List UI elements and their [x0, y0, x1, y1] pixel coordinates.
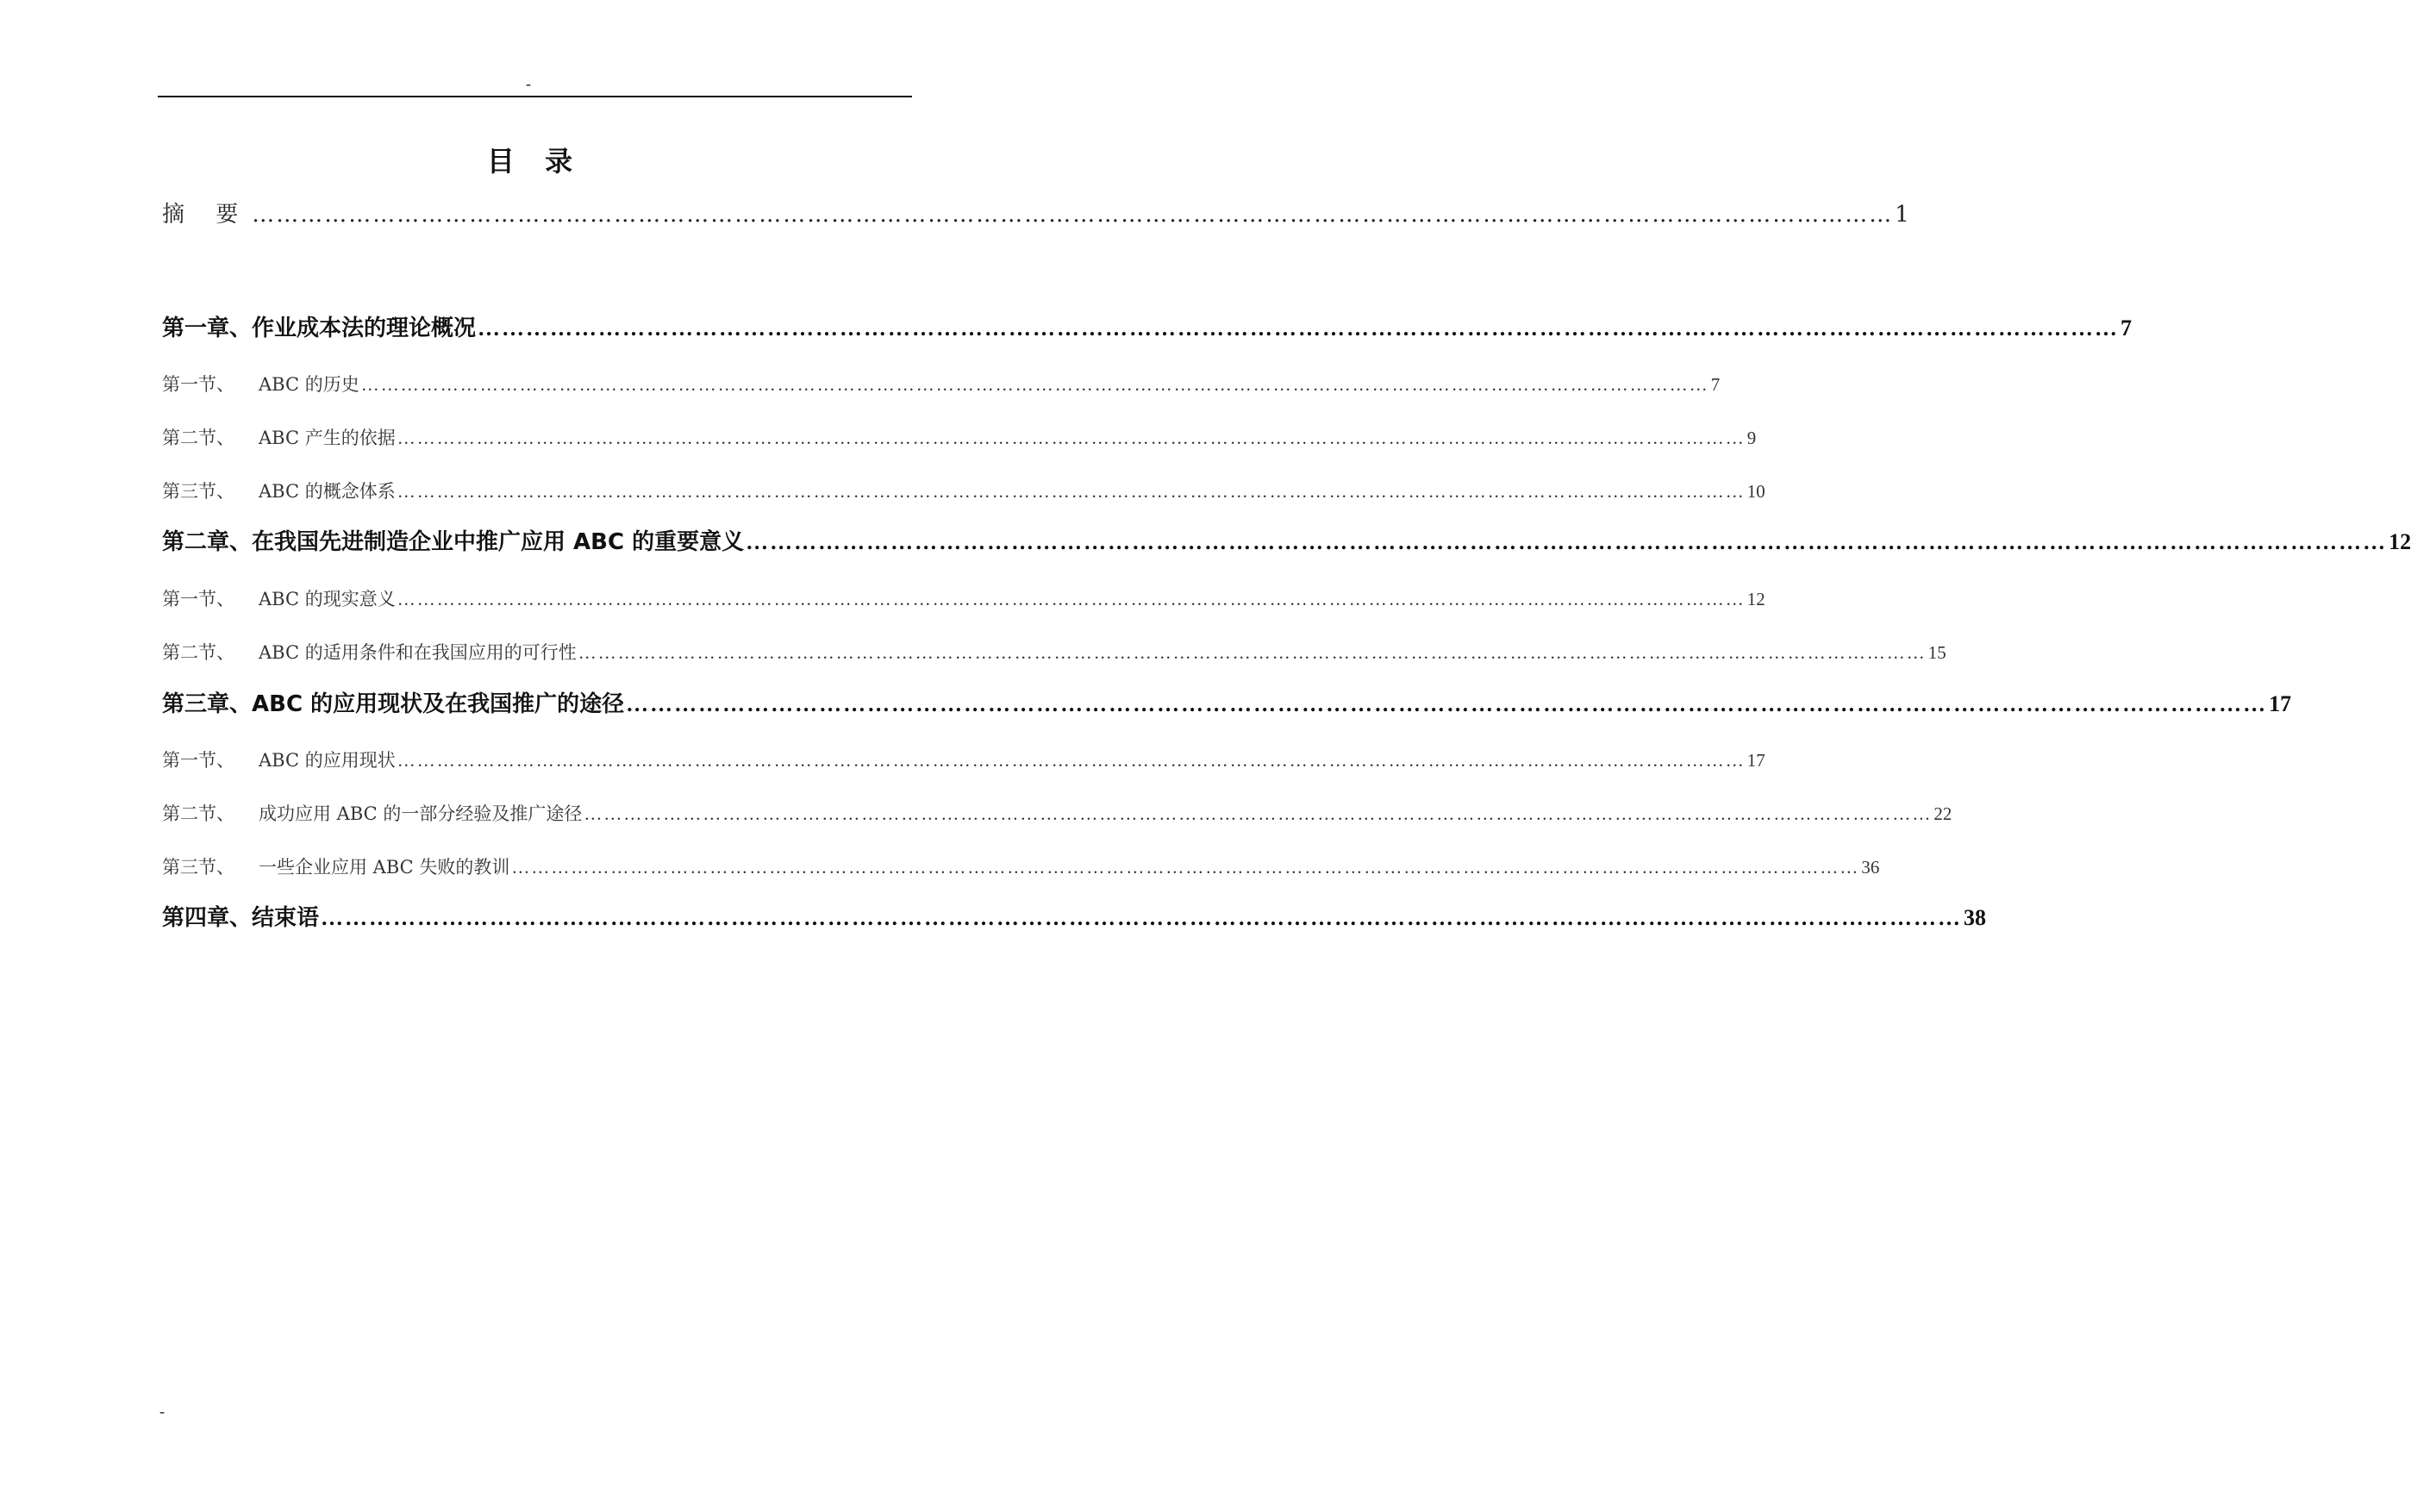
- toc-leader-dots: ……………………………………………………………………………………………………………………………………………………………………………………: [397, 589, 1746, 609]
- toc-entry-chapter-1[interactable]: [162, 310, 2133, 342]
- toc-entry-page: 38: [1964, 905, 1987, 930]
- footer-mark: -: [159, 1403, 165, 1420]
- toc-entry-page: 17: [1746, 750, 1765, 771]
- toc-entry-page: 17: [2269, 691, 2292, 716]
- toc-entry-section-2-2[interactable]: [162, 639, 1946, 665]
- toc-entry-chapter-2[interactable]: [162, 524, 2411, 556]
- toc-section-number: 第一节、: [162, 750, 234, 771]
- toc-section-title: ABC 的概念体系: [259, 481, 396, 502]
- toc-entry-label: [162, 585, 396, 611]
- toc-entry-label: 第一章、作业成本法的理论概况: [162, 316, 477, 341]
- toc-leader-dots: ……………………………………………………………………………………………………………………………………………………………………………………: [478, 316, 2120, 341]
- toc-entry-section-3-3[interactable]: [162, 853, 1880, 879]
- toc-leader-dots: ……………………………………………………………………………………………………………………………………………………………………………………: [626, 691, 2268, 716]
- toc-entry-page: 7: [1710, 374, 1721, 395]
- toc-entry-page: 22: [1933, 803, 1952, 824]
- toc-leader-dots: ……………………………………………………………………………………………………………………………………………………………………………………: [397, 750, 1746, 771]
- toc-section-number: 第二节、: [162, 803, 234, 824]
- toc-entry-section-1-1[interactable]: [162, 371, 1721, 397]
- toc-leader-dots: ……………………………………………………………………………………………………………………………………………………………………………………: [584, 803, 1933, 824]
- toc-section-title: ABC 的历史: [259, 374, 359, 395]
- toc-entry-label: [162, 639, 577, 665]
- toc-section-number: 第二节、: [162, 428, 234, 448]
- toc-entry-label: 第二章、在我国先进制造企业中推广应用 ABC 的重要意义: [162, 529, 745, 555]
- toc-entry-label: [162, 747, 396, 772]
- toc-leader-dots: ……………………………………………………………………………………………………………………………………………………………………………………: [511, 857, 1860, 878]
- toc-section-number: 第一节、: [162, 589, 234, 609]
- toc-leader-dots: ……………………………………………………………………………………………………………………………………………………………………………………: [746, 529, 2388, 554]
- toc-section-title: 一些企业应用 ABC 失败的教训: [259, 857, 510, 878]
- toc-title: 目 录: [486, 145, 584, 178]
- toc-entry-label: [162, 478, 396, 503]
- toc-section-title: ABC 的现实意义: [259, 589, 396, 609]
- toc-leader-dots: ……………………………………………………………………………………………………………………………………………………………………………………: [360, 374, 1709, 395]
- toc-entry-section-1-3[interactable]: [162, 478, 1765, 503]
- toc-section-title: ABC 的适用条件和在我国应用的可行性: [259, 642, 577, 663]
- toc-entry-page: 36: [1861, 857, 1880, 878]
- toc-entry-page: 1: [1895, 202, 1909, 228]
- toc-leader-dots: ……………………………………………………………………………………………………………………………………………………………………………………: [321, 905, 1963, 930]
- toc-section-number: 第一节、: [162, 374, 234, 395]
- header-rule: [158, 96, 912, 97]
- toc-entry-section-3-1[interactable]: [162, 747, 1765, 772]
- toc-entry-page: 12: [1746, 589, 1765, 609]
- toc-entry-page: 7: [2121, 316, 2133, 341]
- toc-entry-chapter-4[interactable]: [162, 900, 1987, 932]
- toc-entry-label: [162, 800, 582, 826]
- toc-entry-page: 9: [1746, 428, 1757, 448]
- toc-section-number: 第三节、: [162, 481, 234, 502]
- toc-leader-dots: ……………………………………………………………………………………………………………………………………………………………………………………: [252, 202, 1894, 228]
- header-mark: -: [526, 75, 531, 92]
- toc-leader-dots: ……………………………………………………………………………………………………………………………………………………………………………………: [578, 642, 1927, 663]
- toc-entry-page: 15: [1927, 642, 1946, 663]
- toc-entry-chapter-3[interactable]: [162, 686, 2292, 718]
- toc-section-number: 第三节、: [162, 857, 234, 878]
- toc-entry-page: 12: [2389, 529, 2411, 554]
- toc-entry-abstract[interactable]: [162, 197, 1909, 228]
- toc-entry-label: 第三章、ABC 的应用现状及在我国推广的途径: [162, 691, 625, 717]
- toc-leader-dots: ……………………………………………………………………………………………………………………………………………………………………………………: [397, 428, 1746, 448]
- toc-entry-section-2-1[interactable]: [162, 585, 1765, 611]
- toc-section-title: ABC 产生的依据: [259, 428, 396, 448]
- toc-section-title: 成功应用 ABC 的一部分经验及推广途径: [259, 803, 583, 824]
- toc-section-number: 第二节、: [162, 642, 234, 663]
- toc-entry-section-1-2[interactable]: [162, 424, 1757, 450]
- toc-entry-label: 第四章、结束语: [162, 905, 320, 931]
- toc-leader-dots: ……………………………………………………………………………………………………………………………………………………………………………………: [397, 481, 1746, 502]
- toc-entry-label: [162, 853, 509, 879]
- toc-entry-page: 10: [1746, 481, 1765, 502]
- toc-entry-label: 摘 要: [162, 202, 251, 228]
- toc-entry-section-3-2[interactable]: [162, 800, 1952, 826]
- toc-section-title: ABC 的应用现状: [259, 750, 396, 771]
- toc-entry-label: [162, 424, 396, 450]
- toc-entry-label: [162, 371, 359, 397]
